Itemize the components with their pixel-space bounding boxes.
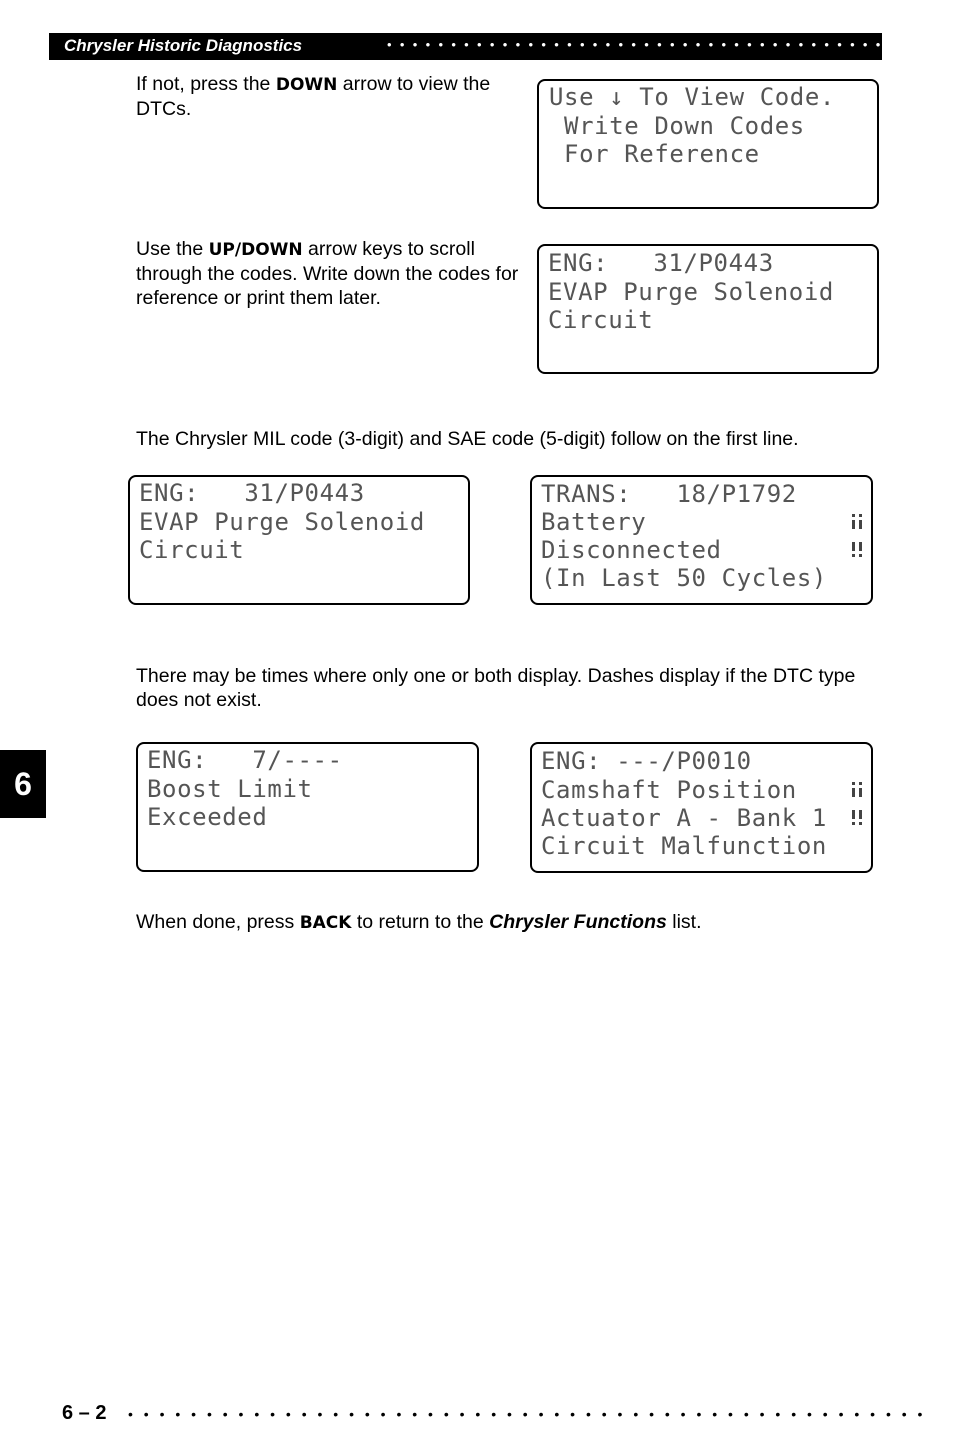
lcd-line: Circuit Malfunction [541,832,827,860]
lcd-view-codes-screen [537,79,879,209]
key-up-down: UP/DOWN [208,240,303,260]
lcd-line: Camshaft Position [541,776,797,804]
section-header [49,33,973,60]
chrysler-functions-ref: Chrysler Functions [489,911,667,933]
dash-display-note: There may be times where only one or both display. Dashes display if the DTC type does not exist. [136,665,856,711]
mil-sae-code-note: The Chrysler MIL code (3-digit) and SAE code (5-digit) follow on the first line. [136,428,799,450]
section-title: Chrysler Historic Diagnostics [64,36,303,55]
lcd-trans-18-example [530,475,873,605]
lcd-eng-31-example [128,475,470,605]
lcd-eng-p0010-example [530,742,873,873]
chapter-tab: 6 [0,750,46,818]
lcd-line: ENG: 7/---- [147,746,343,774]
lcd-line: (In Last 50 Cycles) [541,564,827,592]
scroll-indicator-icon [850,514,864,560]
lcd-line: Write Down Codes [549,112,805,140]
lcd-line: Battery [541,508,647,536]
instruction-scroll-codes: Use the UP/DOWN arrow keys to scroll through the codes. Write down the codes for reference or print them later. [136,238,519,309]
lcd-line: ENG: ---/P0010 [541,747,752,775]
lcd-line: Disconnected [541,536,722,564]
key-down: DOWN [275,75,338,95]
lcd-line: Circuit [548,306,654,334]
instruction-return: When done, press BACK to return to the Chrysler Functions list. [136,911,702,933]
lcd-line: For Reference [549,140,760,168]
lcd-line: Boost Limit [147,775,313,803]
lcd-eng-7-example [136,742,479,872]
lcd-line: EVAP Purge Solenoid [548,278,834,306]
lcd-line: Actuator A - Bank 1 [541,804,827,832]
lcd-line: ENG: 31/P0443 [139,479,365,507]
scroll-indicator-icon [850,782,864,828]
lcd-eng-31-screen [537,244,879,374]
header-dot-leader: • • • • • • • • • • • • • • • • • • • • • • • • • • • • • • • • • • • • • • • • • • • • • • [387,37,973,52]
footer-dot-leader: • • • • • • • • • • • • • • • • • • • • • • • • • • • • • • • • • • • • • • • • • • • • • • • • • • • [128,1406,926,1422]
lcd-line: ENG: 31/P0443 [548,249,774,277]
lcd-line: Exceeded [147,803,268,831]
lcd-line: Use ↓ To View Code. [549,83,835,111]
lcd-line: TRANS: 18/P1792 [541,480,797,508]
instruction-view-dtcs: If not, press the DOWN arrow to view the DTCs. [136,73,491,120]
lcd-line: Circuit [139,536,245,564]
key-back: BACK [299,913,352,933]
page-number: 6 – 2 [62,1402,107,1424]
lcd-line: EVAP Purge Solenoid [139,508,425,536]
